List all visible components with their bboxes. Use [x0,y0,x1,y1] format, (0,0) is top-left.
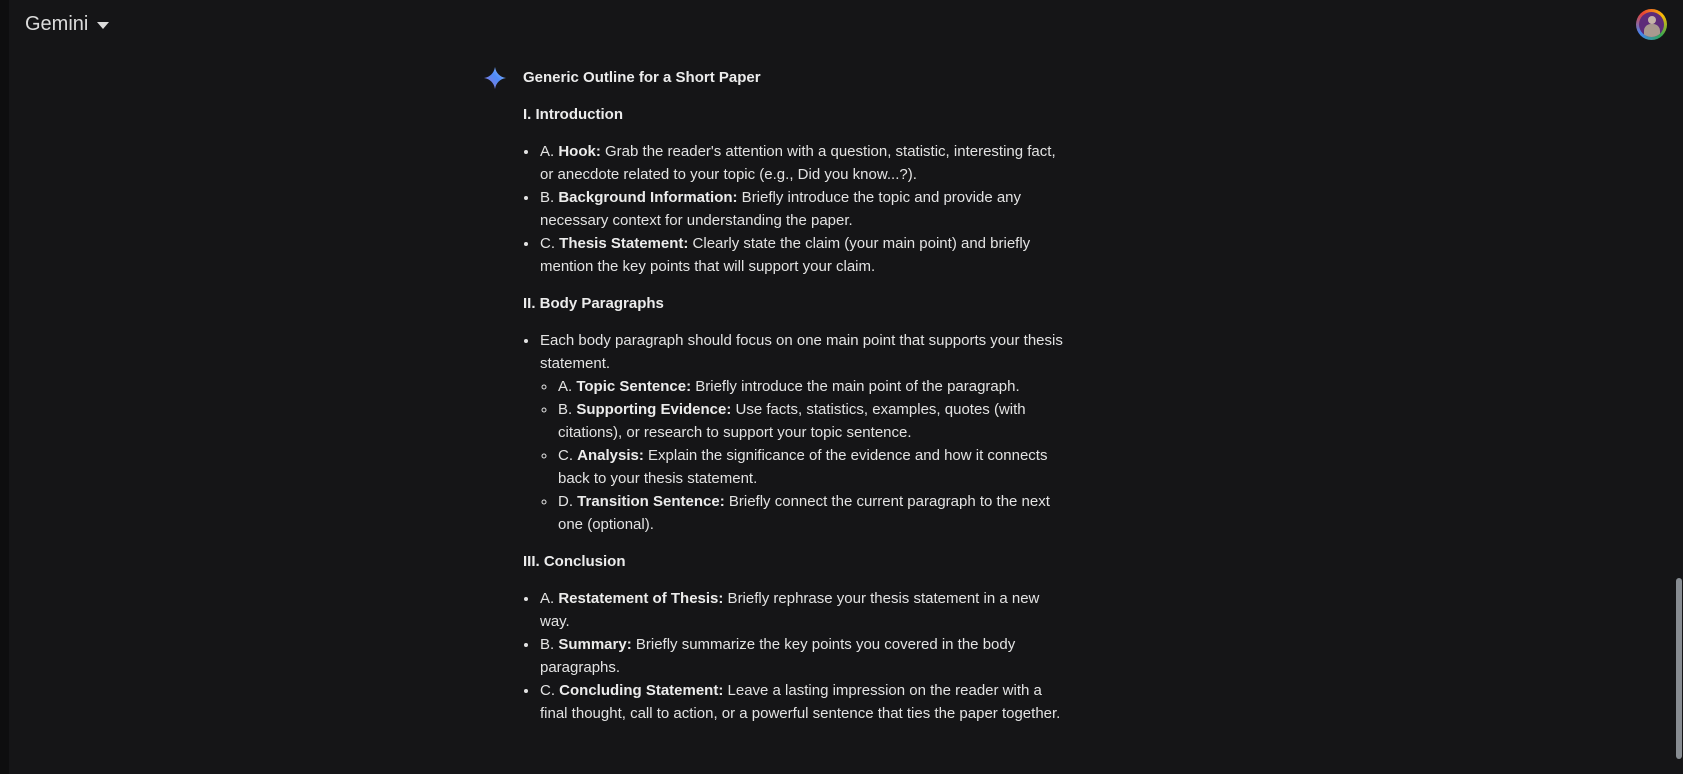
list-item [539,186,1068,232]
list-item-bold-label: Thesis Statement: [559,235,689,252]
bullet-list [523,587,1068,725]
sub-list-item [557,444,1068,490]
list-item-bold-label: Background Information: [558,189,738,206]
model-switcher[interactable] [25,13,109,36]
chevron-down-icon [97,22,109,29]
gemini-sparkle-icon [484,67,506,89]
response-sections [523,103,1068,725]
list-item-bold-label: Hook: [558,143,601,160]
list-item-text: Briefly summarize the key points you covered in the body paragraphs. [540,636,1016,676]
list-item-bold-label: Concluding Statement: [559,682,724,699]
sub-bullet-list [540,375,1068,536]
list-item-text: Explain the significance of the evidence and how it connects back to your thesis statement. [558,447,1048,487]
bullet-list [523,140,1068,278]
response-title: Generic Outline for a Short Paper [523,69,761,86]
list-item-text: Each body paragraph should focus on one main point that supports your thesis statement. [540,332,1063,372]
assistant-message [484,66,1068,739]
avatar-image [1639,12,1664,37]
list-item-text: A. [558,378,577,395]
list-item-text: B. [558,401,577,418]
list-item [539,329,1068,536]
sub-list-item [557,398,1068,444]
list-item-text: A. [540,143,559,160]
list-item-bold-label: Analysis: [577,447,644,464]
list-item-text: Briefly connect the current paragraph to the next one (optional). [558,493,1050,533]
list-item-text: B. [540,636,559,653]
avatar-figure-head [1648,16,1656,24]
list-item-text: Grab the reader's attention with a question, statistic, interesting fact, or anecdote related to your topic (e.g., Did you know...?). [540,143,1056,183]
list-item-text: Briefly introduce the main point of the paragraph. [691,378,1020,395]
list-item-text: Use facts, statistics, examples, quotes (with citations), or research to support your topic sentence. [558,401,1026,441]
app-title: Gemini [25,12,89,35]
left-edge-strip [0,0,9,774]
section-heading: II. Body Paragraphs [523,295,664,312]
list-item-bold-label: Topic Sentence: [576,378,692,395]
list-item [539,587,1068,633]
sub-list-item [557,490,1068,536]
list-item-text: Briefly rephrase your thesis statement in a new way. [540,590,1040,630]
list-item-text: B. [540,189,559,206]
list-item-bold-label: Restatement of Thesis: [558,590,724,607]
account-avatar[interactable] [1636,9,1667,40]
list-item [539,633,1068,679]
list-item-text: D. [558,493,578,510]
list-item-text: Leave a lasting impression on the reader with a final thought, call to action, or a powerful sentence that ties the paper together. [540,682,1061,722]
list-item [539,140,1068,186]
list-item-bold-label: Summary: [558,636,632,653]
top-bar [9,0,1683,48]
list-item [539,232,1068,278]
sub-list-item [557,375,1068,398]
list-item-text: A. [540,590,559,607]
response-body [523,66,1068,739]
list-item-bold-label: Transition Sentence: [577,493,725,510]
list-item-text: Clearly state the claim (your main point) and briefly mention the key points that will support your claim. [540,235,1031,275]
list-item-text: C. [540,682,560,699]
list-item-text: C. [540,235,560,252]
list-item-bold-label: Supporting Evidence: [576,401,732,418]
bullet-list [523,329,1068,536]
list-item-text: C. [558,447,578,464]
vertical-scrollbar-thumb[interactable] [1676,578,1682,759]
list-item [539,679,1068,725]
list-item-text: Briefly introduce the topic and provide any necessary context for understanding the paper. [540,189,1022,229]
section-heading: I. Introduction [523,106,623,123]
section-heading: III. Conclusion [523,553,626,570]
avatar-figure-body [1644,24,1660,37]
